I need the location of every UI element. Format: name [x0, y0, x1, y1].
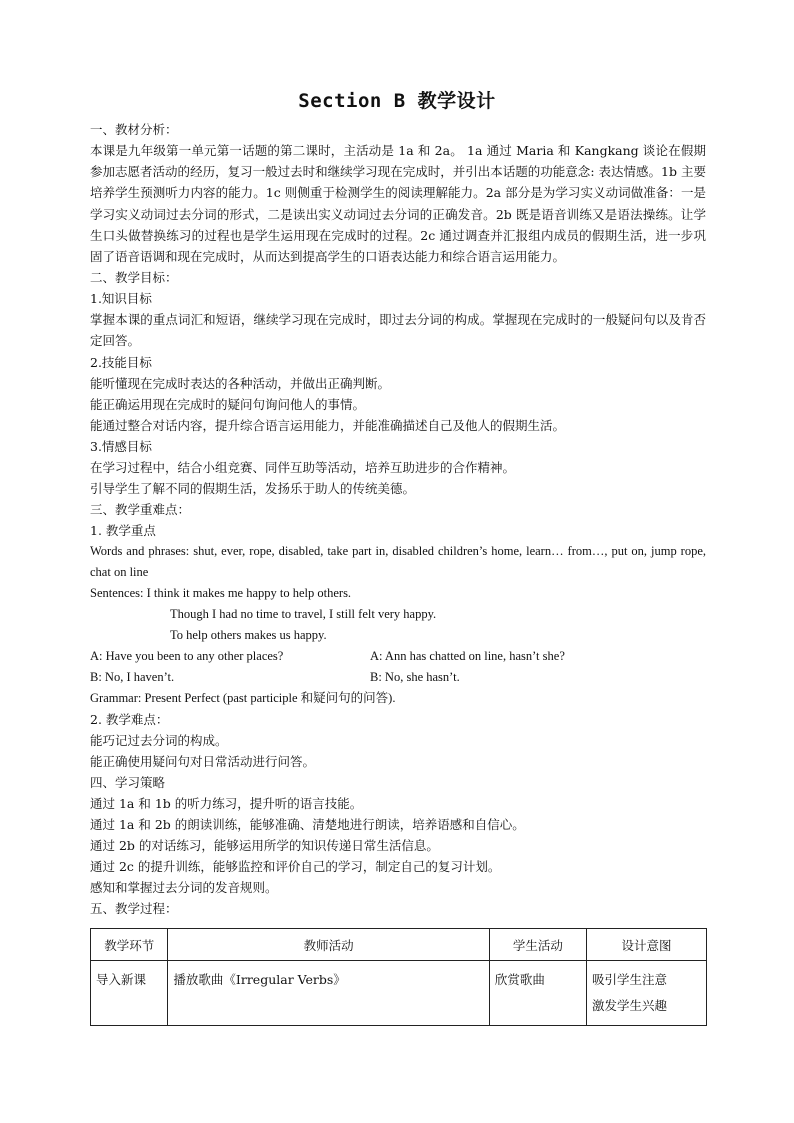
- skill-item: 能通过整合对话内容，提升综合语言运用能力，并能准确描述自己及他人的假期生活。: [90, 417, 566, 433]
- dialogue-row: [90, 646, 706, 667]
- column-header: 教学环节: [91, 929, 168, 961]
- section-heading-objectives: 二、教学目标：: [90, 270, 178, 286]
- page-title: Section B 教学设计: [298, 90, 496, 112]
- strategy-item: 感知和掌握过去分词的发音规则。: [90, 880, 278, 896]
- emotion-item: 在学习过程中，结合小组竞赛、同伴互助等活动，培养互助进步的合作精神。: [90, 459, 516, 475]
- teacher-activity-cell: 播放歌曲《Irregular Verbs》: [168, 961, 489, 1026]
- knowledge-text: 掌握本课的重点词汇和短语，继续学习现在完成时，即过去分词的构成。掌握现在完成时的一般疑问句以及肯否定回答。: [90, 312, 706, 349]
- emotion-item: 引导学生了解不同的假期生活，发扬乐于助人的传统美德。: [90, 480, 416, 496]
- section-heading-strategy: 四、学习策略: [90, 775, 166, 791]
- knowledge-heading: 1.知识目标: [90, 291, 152, 307]
- column-header: 设计意图: [587, 929, 707, 961]
- student-activity-cell: 欣赏歌曲: [489, 961, 586, 1026]
- intent-line: 激发学生兴趣: [592, 998, 668, 1013]
- teaching-process-table: [90, 928, 707, 1026]
- focus-heading: 1. 教学重点: [90, 522, 156, 538]
- dialogue-line: B: No, she hasn’t.: [370, 670, 460, 685]
- dialogue-row: [90, 667, 706, 688]
- analysis-paragraph: 本课是九年级第一单元第一话题的第二课时，主活动是 1a 和 2a。 1a 通过 Maria 和 Kangkang 谈论在假期参加志愿者活动的经历，复习一般过去时和继续学习现在完成时，并引出本话题的功能意念: 表达情感。1b 主要培养学生预测听力内容的能力。1c 则侧重于检测学生的阅读理解能力。2a 部分是为学习实义动词做准备：一是学习实义动词过去分词的形式，二是读出实义动词过去分词的正确发音。2b 既是语音训练又是语法操练。让学生口头做替换练习的过程也是学生运用现在完成时的过程。2c 通过调查并汇报组内成员的假期生活，进一步巩固了语音语调和现在完成时，从而达到提高学生的口语表达能力和综合语言运用能力。: [90, 143, 706, 265]
- column-header: 学生活动: [489, 929, 586, 961]
- table-header-row: [91, 929, 707, 961]
- section-heading-analysis: 一、教材分析：: [90, 122, 178, 137]
- skill-heading: 2.技能目标: [90, 354, 152, 370]
- skill-item: 能正确运用现在完成时的疑问句询问他人的事情。: [90, 396, 366, 412]
- design-intent-cell: [587, 961, 707, 1026]
- table-row: [91, 961, 707, 1026]
- stage-cell: 导入新课: [91, 961, 168, 1026]
- strategy-item: 通过 1a 和 2b 的朗读训练，能够准确、清楚地进行朗读，培养语感和自信心。: [90, 817, 525, 833]
- skill-item: 能听懂现在完成时表达的各种活动，并做出正确判断。: [90, 375, 391, 391]
- intent-line: 吸引学生注意: [592, 972, 668, 987]
- column-header: 教师活动: [168, 929, 489, 961]
- section-heading-key-points: 三、教学重难点：: [90, 501, 191, 517]
- dialogue-line: A: Ann has chatted on line, hasn’t she?: [370, 649, 565, 664]
- sentence: To help others makes us happy.: [170, 628, 327, 643]
- words-and-phrases: Words and phrases: shut, ever, rope, disabled, take part in, disabled children’s home, learn… from…, put on, jump rope, chat on line: [90, 543, 706, 579]
- dialogue-line: A: Have you been to any other places?: [90, 649, 284, 664]
- strategy-item: 通过 2c 的提升训练，能够监控和评价自己的学习，制定自己的复习计划。: [90, 859, 501, 875]
- difficulty-item: 能正确使用疑问句对日常活动进行问答。: [90, 754, 316, 770]
- strategy-item: 通过 1a 和 1b 的听力练习，提升听的语言技能。: [90, 796, 363, 812]
- strategy-item: 通过 2b 的对话练习，能够运用所学的知识传递日常生活信息。: [90, 838, 439, 854]
- emotion-heading: 3.情感目标: [90, 438, 152, 454]
- difficulty-heading: 2. 教学难点：: [90, 712, 169, 728]
- sentence: Though I had no time to travel, I still felt very happy.: [170, 607, 437, 622]
- dialogue-line: B: No, I haven’t.: [90, 670, 175, 685]
- section-heading-process: 五、教学过程：: [90, 901, 178, 917]
- sentence: Sentences: I think it makes me happy to help others.: [90, 586, 352, 601]
- grammar-line: Grammar: Present Perfect (past participle 和疑问句的问答).: [90, 691, 396, 706]
- document-body: [90, 119, 706, 919]
- difficulty-item: 能巧记过去分词的构成。: [90, 733, 228, 749]
